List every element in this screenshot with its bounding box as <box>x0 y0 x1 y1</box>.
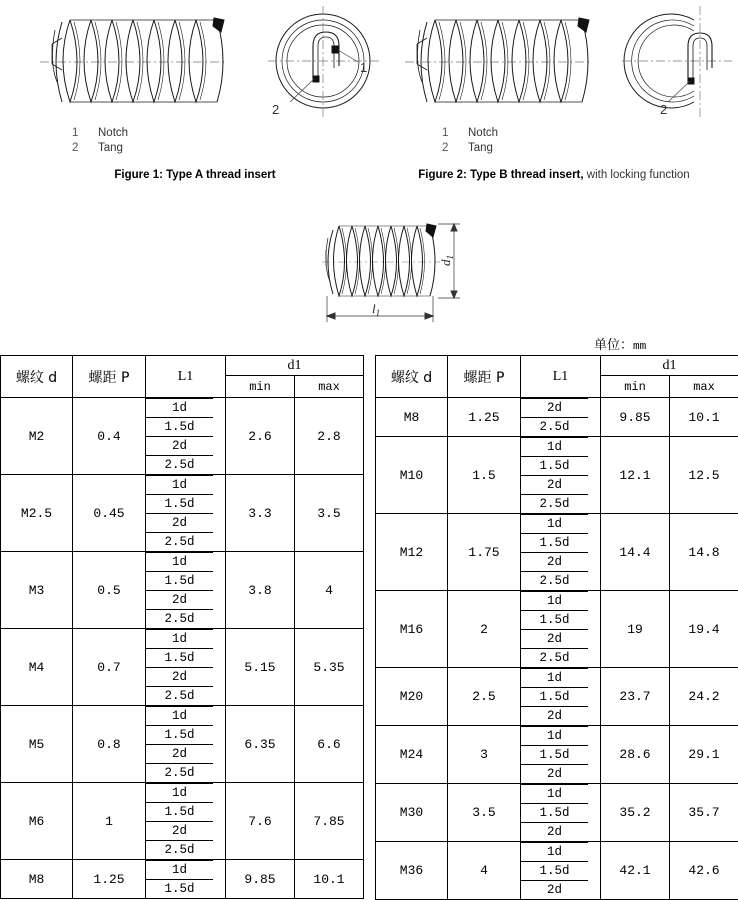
cell-thread-size: M10 <box>376 437 448 514</box>
table-row <box>376 784 738 842</box>
cell-l1-value: 1d <box>521 514 588 534</box>
cell-l1-value: 2d <box>146 437 213 456</box>
cell-l1-value: 1.5d <box>521 534 588 553</box>
cell-l1-value: 1d <box>146 860 213 880</box>
cell-l1-value: 2d <box>521 765 588 783</box>
legend-label: Notch <box>98 126 128 141</box>
figure-2-callout-2: 2 <box>660 102 667 117</box>
figure-3-svg <box>300 212 490 332</box>
legend-number: 2 <box>72 141 98 156</box>
figure-2-legend <box>370 126 738 156</box>
cell-l1-group <box>521 514 601 591</box>
legend-label: Tang <box>468 141 493 156</box>
cell-l1-value: 1d <box>521 726 588 746</box>
cell-l1-value: 1.5d <box>146 495 213 514</box>
cell-l1-value: 1.5d <box>146 880 213 898</box>
cell-pitch: 1.75 <box>448 514 521 591</box>
cell-pitch: 3 <box>448 726 521 784</box>
figure-1-callout-1: 1 <box>360 60 367 75</box>
cell-thread-size: M36 <box>376 842 448 900</box>
figure-3-dim-diameter-label: $d_1$ <box>438 255 455 266</box>
cell-l1-value: 2.5d <box>146 456 213 474</box>
cell-d1-min: 5.15 <box>226 629 295 706</box>
cell-d1-min: 9.85 <box>226 860 295 899</box>
cell-d1-min: 7.6 <box>226 783 295 860</box>
cell-d1-min: 35.2 <box>601 784 670 842</box>
cell-thread-size: M2 <box>1 398 73 475</box>
table-right-body <box>376 398 738 900</box>
cell-l1-value: 1d <box>146 783 213 803</box>
cell-l1-value: 2.5d <box>146 841 213 859</box>
table-row <box>1 860 364 899</box>
cell-l1-value: 2.5d <box>521 649 588 667</box>
figure-1-caption <box>0 168 390 182</box>
cell-pitch: 3.5 <box>448 784 521 842</box>
table-row <box>1 475 364 552</box>
figure-1-callout-2: 2 <box>272 102 279 117</box>
cell-pitch: 2 <box>448 591 521 668</box>
cell-l1-value: 1.5d <box>521 688 588 707</box>
cell-l1-group <box>146 552 226 629</box>
cell-d1-min: 19 <box>601 591 670 668</box>
cell-l1-group <box>521 398 601 437</box>
header-max: max <box>295 376 364 398</box>
header-pitch: 螺距 P <box>73 356 146 398</box>
cell-l1-group <box>146 475 226 552</box>
cell-thread-size: M30 <box>376 784 448 842</box>
cell-thread-size: M8 <box>1 860 73 899</box>
cell-d1-min: 6.35 <box>226 706 295 783</box>
table-left-header <box>1 356 364 398</box>
cell-l1-value: 1d <box>521 668 588 688</box>
cell-l1-value: 2d <box>521 476 588 495</box>
cell-l1-value: 1d <box>146 706 213 726</box>
cell-d1-min: 14.4 <box>601 514 670 591</box>
cell-l1-value: 2d <box>521 398 588 418</box>
figure-1-block <box>0 0 390 182</box>
cell-l1-group <box>146 706 226 783</box>
table-row <box>376 591 738 668</box>
cell-l1-value: 2d <box>521 823 588 841</box>
cell-l1-value: 1.5d <box>521 611 588 630</box>
cell-l1-value: 1d <box>146 629 213 649</box>
cell-l1-value: 1.5d <box>146 803 213 822</box>
cell-pitch: 0.4 <box>73 398 146 475</box>
cell-d1-max: 10.1 <box>670 398 738 437</box>
cell-thread-size: M20 <box>376 668 448 726</box>
cell-l1-value: 2d <box>521 707 588 725</box>
cell-l1-value: 1d <box>521 437 588 457</box>
figure-2-svg <box>370 0 738 120</box>
header-thread: 螺纹 d <box>376 356 448 398</box>
cell-l1-value: 2.5d <box>146 764 213 782</box>
cell-l1-value: 1d <box>521 784 588 804</box>
legend-number: 2 <box>442 141 468 156</box>
cell-l1-group <box>146 398 226 475</box>
cell-thread-size: M6 <box>1 783 73 860</box>
table-header-row <box>376 356 738 376</box>
header-min: min <box>601 376 670 398</box>
figure-2-caption <box>370 168 738 182</box>
cell-l1-group <box>521 784 601 842</box>
cell-l1-value: 1d <box>521 591 588 611</box>
table-row <box>376 668 738 726</box>
cell-l1-value: 1d <box>146 475 213 495</box>
header-thread: 螺纹 d <box>1 356 73 398</box>
table-row <box>376 842 738 900</box>
figure-2-artwork <box>370 0 738 120</box>
cell-l1-group <box>521 591 601 668</box>
cell-l1-value: 2.5d <box>146 610 213 628</box>
table-row <box>1 629 364 706</box>
legend-label: Tang <box>98 141 123 156</box>
cell-thread-size: M3 <box>1 552 73 629</box>
cell-d1-max: 29.1 <box>670 726 738 784</box>
cell-l1-group <box>521 842 601 900</box>
cell-l1-value: 2d <box>146 822 213 841</box>
cell-d1-max: 5.35 <box>295 629 364 706</box>
cell-d1-max: 24.2 <box>670 668 738 726</box>
cell-l1-value: 1.5d <box>146 649 213 668</box>
figures-area <box>0 0 738 335</box>
cell-thread-size: M24 <box>376 726 448 784</box>
table-row <box>1 706 364 783</box>
header-l1: L1 <box>521 356 601 398</box>
table-left-body <box>1 398 364 899</box>
legend-item <box>72 141 390 156</box>
spec-table-right <box>375 355 738 900</box>
cell-l1-value: 1d <box>146 552 213 572</box>
figure-3-block <box>300 212 490 332</box>
unit-label-value: mm <box>633 341 646 353</box>
figure-2-caption-rest: with locking function <box>584 169 690 181</box>
table-row <box>376 726 738 784</box>
table-row <box>376 398 738 437</box>
table-right-header <box>376 356 738 398</box>
figure-2-block <box>370 0 738 182</box>
figure-1-svg <box>0 0 390 120</box>
cell-d1-min: 2.6 <box>226 398 295 475</box>
header-l1: L1 <box>146 356 226 398</box>
cell-l1-group <box>521 726 601 784</box>
cell-pitch: 1.25 <box>448 398 521 437</box>
header-d1: d1 <box>226 356 364 376</box>
cell-l1-value: 2d <box>521 630 588 649</box>
cell-d1-max: 14.8 <box>670 514 738 591</box>
table-row <box>1 552 364 629</box>
cell-d1-max: 19.4 <box>670 591 738 668</box>
legend-item <box>442 126 738 141</box>
cell-l1-value: 2d <box>146 514 213 533</box>
header-d1: d1 <box>601 356 738 376</box>
table-row <box>1 398 364 475</box>
figure-2-caption-title: Figure 2: Type B thread insert, <box>418 169 583 181</box>
figure-1-artwork <box>0 0 390 120</box>
legend-label: Notch <box>468 126 498 141</box>
table-row <box>376 437 738 514</box>
cell-pitch: 1.5 <box>448 437 521 514</box>
cell-thread-size: M16 <box>376 591 448 668</box>
cell-thread-size: M2.5 <box>1 475 73 552</box>
unit-label-text: 单位： <box>594 337 633 352</box>
cell-l1-value: 1d <box>146 398 213 418</box>
cell-pitch: 1 <box>73 783 146 860</box>
cell-l1-value: 2d <box>146 745 213 764</box>
cell-pitch: 0.5 <box>73 552 146 629</box>
cell-l1-group <box>146 629 226 706</box>
figure-3-dim-length-label: $l_1$ <box>372 301 380 318</box>
cell-l1-value: 2d <box>146 668 213 687</box>
cell-l1-value: 2.5d <box>521 572 588 590</box>
legend-item <box>72 126 390 141</box>
table-header-row <box>1 356 364 376</box>
cell-l1-value: 1.5d <box>146 726 213 745</box>
legend-item <box>442 141 738 156</box>
cell-l1-group <box>146 860 226 899</box>
cell-thread-size: M5 <box>1 706 73 783</box>
cell-pitch: 0.7 <box>73 629 146 706</box>
legend-number: 1 <box>442 126 468 141</box>
cell-l1-group <box>521 437 601 514</box>
cell-l1-value: 2.5d <box>521 495 588 513</box>
cell-pitch: 0.8 <box>73 706 146 783</box>
cell-l1-value: 2.5d <box>146 533 213 551</box>
cell-d1-min: 3.8 <box>226 552 295 629</box>
cell-l1-value: 1.5d <box>521 804 588 823</box>
cell-l1-value: 1.5d <box>146 418 213 437</box>
cell-d1-max: 2.8 <box>295 398 364 475</box>
cell-d1-max: 10.1 <box>295 860 364 899</box>
cell-d1-max: 12.5 <box>670 437 738 514</box>
cell-pitch: 4 <box>448 842 521 900</box>
header-max: max <box>670 376 738 398</box>
cell-pitch: 0.45 <box>73 475 146 552</box>
cell-l1-value: 2.5d <box>146 687 213 705</box>
cell-l1-value: 2d <box>146 591 213 610</box>
cell-l1-value: 1d <box>521 842 588 862</box>
cell-l1-group <box>521 668 601 726</box>
header-min: min <box>226 376 295 398</box>
cell-d1-min: 28.6 <box>601 726 670 784</box>
spec-table-left <box>0 355 364 899</box>
header-pitch: 螺距 P <box>448 356 521 398</box>
figure-1-legend <box>0 126 390 156</box>
cell-thread-size: M4 <box>1 629 73 706</box>
legend-number: 1 <box>72 126 98 141</box>
cell-d1-max: 6.6 <box>295 706 364 783</box>
cell-l1-value: 2d <box>521 553 588 572</box>
cell-thread-size: M12 <box>376 514 448 591</box>
cell-d1-min: 12.1 <box>601 437 670 514</box>
unit-label <box>594 334 646 353</box>
cell-d1-min: 9.85 <box>601 398 670 437</box>
cell-d1-max: 42.6 <box>670 842 738 900</box>
figure-1-caption-title: Figure 1: Type A thread insert <box>114 169 275 181</box>
cell-l1-group <box>146 783 226 860</box>
cell-thread-size: M8 <box>376 398 448 437</box>
cell-d1-min: 42.1 <box>601 842 670 900</box>
cell-d1-max: 4 <box>295 552 364 629</box>
table-row <box>1 783 364 860</box>
cell-l1-value: 1.5d <box>521 746 588 765</box>
table-row <box>376 514 738 591</box>
cell-l1-value: 1.5d <box>146 572 213 591</box>
cell-d1-max: 7.85 <box>295 783 364 860</box>
cell-d1-max: 3.5 <box>295 475 364 552</box>
cell-l1-value: 2d <box>521 881 588 899</box>
cell-pitch: 2.5 <box>448 668 521 726</box>
cell-d1-min: 3.3 <box>226 475 295 552</box>
cell-d1-min: 23.7 <box>601 668 670 726</box>
cell-pitch: 1.25 <box>73 860 146 899</box>
cell-l1-value: 1.5d <box>521 862 588 881</box>
cell-d1-max: 35.7 <box>670 784 738 842</box>
cell-l1-value: 1.5d <box>521 457 588 476</box>
cell-l1-value: 2.5d <box>521 418 588 436</box>
